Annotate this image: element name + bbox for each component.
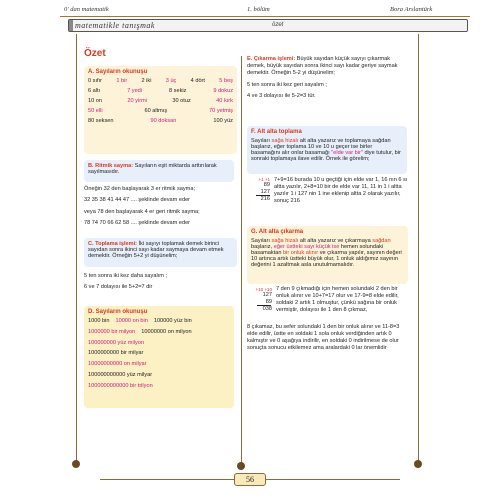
section-f-explanation bbox=[274, 177, 408, 208]
number-word: 50 elli bbox=[88, 108, 103, 114]
left-frame-line bbox=[76, 34, 77, 464]
number-word: 6 altı bbox=[88, 88, 101, 94]
section-g-tail-text: 8 çıkamaz, bu sefer solundaki 1 den bir onluk alınır ve 11-8=3 elde edilir, üstte en soldaki 1 sola onluk verdiğinden artık 0 kalmıştır ve 0 aşağıya indirilir, en soldaki 0 indirilmese de olur sonuçta sonucu etkilemez ama aralardaki 0 lar önemlidir bbox=[247, 324, 400, 351]
right-frame-line bbox=[418, 34, 419, 464]
section-g-intro-e: bir onluk alınır bbox=[283, 250, 319, 256]
chapter-title: matematikle tanışmak bbox=[75, 21, 155, 30]
section-e-line-1: 5 ten sonra iki kez geri sayalım ; bbox=[247, 81, 327, 88]
section-g-intro-left: sağdan bbox=[372, 238, 391, 244]
large-number-word: 100000000000 yüz milyar bbox=[88, 371, 153, 378]
number-word: 70 yetmiş bbox=[209, 108, 233, 114]
large-number-word: 100000000 yüz milyon bbox=[88, 339, 144, 346]
header-right: Bora Arslantürk bbox=[390, 6, 433, 13]
section-g-box bbox=[247, 226, 408, 284]
header-center: 1. bölüm bbox=[247, 6, 270, 13]
number-words-row bbox=[88, 88, 233, 94]
frame-dot-center bbox=[237, 462, 245, 470]
number-word: 10 on bbox=[88, 98, 102, 104]
large-numbers-list bbox=[88, 318, 230, 389]
section-e bbox=[247, 56, 408, 105]
number-word: 4 dört bbox=[190, 78, 205, 84]
large-number-word: 1000000000000 bir trilyon bbox=[88, 382, 153, 389]
large-number-row bbox=[88, 372, 230, 378]
number-word: 30 otuz bbox=[172, 98, 191, 104]
frame-dot-left bbox=[72, 460, 80, 468]
number-word: 80 seksen bbox=[88, 118, 114, 124]
number-word: 90 doksan bbox=[150, 118, 177, 124]
section-g-title: G. Alt alta çıkarma bbox=[251, 229, 304, 235]
number-word: 100 yüz bbox=[213, 118, 233, 124]
large-number-word: 1000 bin bbox=[88, 318, 110, 324]
section-b-line-3: veya 78 den başlayarak 4 er geri ritmik sayma; bbox=[84, 208, 200, 215]
number-word: 3 üç bbox=[165, 78, 177, 84]
large-number-row bbox=[88, 361, 230, 367]
section-c-title: C. Toplama işlemi: bbox=[88, 241, 138, 247]
section-f-title: F. Alt alta toplama bbox=[251, 129, 302, 135]
section-g-intro-c: başlarız, bbox=[251, 244, 274, 250]
addition-carry: +1 +1 bbox=[258, 177, 270, 182]
subtraction-minuend: 127 bbox=[262, 292, 272, 299]
section-f-intro-b: alt alta yazarız ve toplamaya sağdan başlarız, eğer toplama 10 ve 10 u geçer ise birler basamağını alır onlar basamağı bbox=[251, 138, 391, 156]
subtraction-result: 038 bbox=[262, 306, 272, 313]
large-number-row bbox=[88, 318, 230, 324]
section-g-intro-right: sağa hizalı bbox=[271, 238, 299, 244]
section-e-line-2: 4 ve 3 dolayısı ile 5-2=3 tür. bbox=[247, 93, 316, 100]
large-number-word: 100000 yüz bin bbox=[153, 318, 192, 324]
addition-example bbox=[252, 177, 270, 202]
section-d-title: D. Sayıların okunuşu bbox=[88, 309, 148, 315]
number-words-row bbox=[88, 98, 233, 104]
section-g-tail bbox=[247, 324, 408, 355]
section-e-title: E. Çıkarma işlemi: bbox=[247, 56, 296, 62]
number-words-row bbox=[88, 78, 233, 84]
subtraction-subtrahend: 89 bbox=[265, 298, 272, 305]
large-number-word: 10000 on bin bbox=[115, 318, 148, 324]
section-c-definition: İki sayıyı toplamak demek birinci sayıdan sonra ikinci sayı kadar saymaya devam etmek demektir. Örneğin 5+2 yi düşünelim; bbox=[88, 241, 224, 259]
section-b-line-1: Öneğin 32 den başlayarak 3 er ritmik sayma; bbox=[84, 186, 195, 192]
section-g-explanation bbox=[276, 286, 408, 317]
section-a-title: A. Sayıların okunuşu bbox=[88, 69, 148, 75]
section-d-box bbox=[84, 306, 234, 408]
section-g-intro-d: hemen solundaki basamaktan bbox=[251, 244, 384, 256]
large-number-word: 10000000 on milyon bbox=[141, 328, 192, 335]
number-word: 8 sekiz bbox=[169, 88, 187, 94]
large-number-word: 1000000000 bir milyar bbox=[88, 350, 144, 357]
section-f-intro-right: sağa hizalı bbox=[271, 138, 299, 144]
subtraction-example bbox=[250, 287, 272, 312]
section-g-intro-f: ve çıkarma yapılır, sayının değeri 10 artınca artık üstteki büyük olur, 1 onluk aldığımız sayının değerini 1 azaltmak asla unutulmamalıdır. bbox=[251, 250, 402, 268]
number-word: 9 dokuz bbox=[213, 88, 233, 94]
section-c-box bbox=[84, 238, 237, 267]
addition-operand-1: 89 bbox=[263, 182, 270, 189]
section-g-explain: 7 den 9 çıkmadığı için hemen solundaki 2 den bir onluk alınır ve 10+7=17 olur ve 17-9=8 elde edilir, soldaki 2 artık 1 olmuştur, çünkü sağına bir onluk vermiştir, dolayısı ile 1 den 8 çıkmaz, bbox=[276, 286, 399, 313]
number-word: 0 sıfır bbox=[88, 78, 102, 84]
section-b-line-4: 78 74 70 66 62 58 .... şeklinde devam eder bbox=[84, 220, 191, 227]
number-word: 2 iki bbox=[141, 78, 152, 84]
section-a-box bbox=[84, 66, 237, 154]
section-e-definition: Büyük sayıdan küçük sayıyı çıkarmak demek, büyük sayıdan sonra ikinci sayı kadar geriye saymak demektir. Örneğin 5-2 yi düşünelim; bbox=[247, 56, 398, 76]
large-number-row bbox=[88, 340, 230, 346]
large-number-word: 1000000 bir milyon bbox=[88, 328, 136, 335]
subtraction-borrow: +10 +10 bbox=[255, 287, 272, 292]
section-f-intro-quote: "elde var bir" bbox=[331, 150, 363, 156]
number-word: 60 altmış bbox=[144, 108, 168, 114]
section-c-line-2: 6 ve 7 dolayısı ile 5+2=7 dir bbox=[84, 284, 153, 291]
section-f-intro-a: Sayıları bbox=[251, 138, 272, 144]
section-g-intro-quote: eğer üstteki sayı küçük ise bbox=[273, 244, 340, 250]
number-word: 7 yedi bbox=[127, 88, 143, 94]
header-left: 0' dan matematik bbox=[64, 6, 109, 13]
number-word: 40 kırk bbox=[216, 98, 233, 104]
addition-sum: 216 bbox=[260, 196, 270, 203]
chapter-title-bar bbox=[68, 19, 468, 32]
section-b-title: B. Ritmik sayma: bbox=[88, 163, 134, 169]
section-b-box bbox=[84, 160, 234, 182]
number-words-row bbox=[88, 118, 233, 124]
number-words-row bbox=[88, 108, 233, 114]
section-b-body bbox=[84, 186, 234, 232]
section-b-definition: Sayıların eşit miktarda arttırılarak sayılmasıdır. bbox=[88, 163, 217, 175]
large-number-word: 10000000000 on milyar bbox=[88, 361, 147, 368]
section-b-line-2: 32 35 38 41 44 47 .... şeklinde devam eder bbox=[84, 197, 191, 204]
summary-title: Özet bbox=[84, 48, 106, 59]
addition-operand-2: 127 bbox=[260, 188, 270, 195]
section-g-intro-b: alt alta yazarız ve çıkarmaya bbox=[298, 238, 373, 244]
number-words-grid bbox=[88, 78, 233, 124]
number-word: 20 yirmi bbox=[127, 98, 147, 104]
large-number-row bbox=[88, 329, 230, 335]
section-f-explain: 7+9=16 burada 10 u geçtiği için elde var 1, 16 nın 6 sı altta yazılır, 2+8=10 bir de elde var 11, 11 in 1 i altta yazılır 1 i 127 nin 1 ine eklenip altta 2 olarak yazılır, sonuç 216 bbox=[274, 177, 408, 204]
section-c-line-1: 5 ten sonra iki kez daha sayalım ; bbox=[84, 273, 168, 279]
section-g-intro-a: Sayıları bbox=[251, 238, 272, 244]
number-word: 1 bir bbox=[116, 78, 128, 84]
frame-dot-right bbox=[414, 460, 422, 468]
section-f-intro-c: diye tutulur, bir sonraki toplamaya ilave edilir. Örnek ile görelim; bbox=[251, 150, 401, 162]
title-bar-section: özet bbox=[272, 22, 284, 28]
title-bar-marker bbox=[69, 20, 73, 31]
center-divider-line bbox=[241, 56, 242, 466]
number-word: 5 beş bbox=[219, 78, 233, 84]
running-header bbox=[60, 4, 470, 17]
page-number: 56 bbox=[234, 473, 266, 486]
section-c-body bbox=[84, 273, 234, 296]
large-number-row bbox=[88, 383, 230, 389]
section-f-box bbox=[247, 126, 407, 174]
large-number-row bbox=[88, 350, 230, 356]
